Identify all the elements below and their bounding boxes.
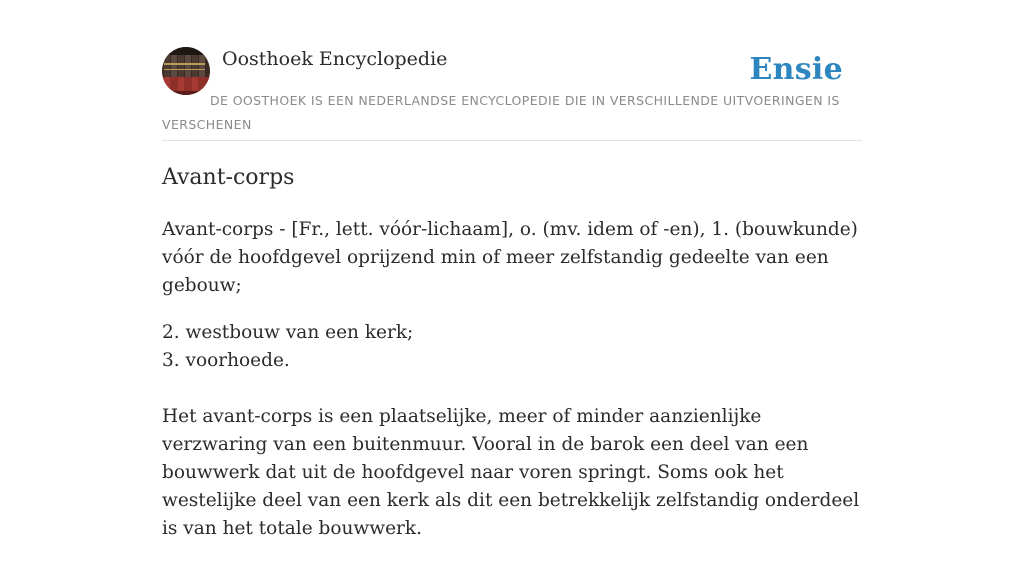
source-name-link[interactable]: Oosthoek Encyclopedie <box>222 48 448 70</box>
encyclopedia-books-icon <box>162 47 210 95</box>
ensie-logo-link[interactable]: Ensie <box>749 52 843 87</box>
article-title: Avant-corps <box>162 165 295 190</box>
article-paragraph: 3. voorhoede. <box>162 350 290 371</box>
article-paragraph: Avant-corps - [Fr., lett. vóór-lichaam], o. (mv. idem of -en), 1. (bouwkunde) vóór de hoofdgevel oprijzend min of meer zelfstandig gedeelte van een gebouw; <box>162 219 858 296</box>
source-tagline: DE OOSTHOEK IS EEN NEDERLANDSE ENCYCLOPEDIE DIE IN VERSCHILLENDE UITVOERINGEN IS VERSCHENEN <box>162 93 840 132</box>
article-paragraph: 2. westbouw van een kerk; <box>162 322 414 343</box>
page-container <box>162 0 862 539</box>
article-paragraph: Het avant-corps is een plaatselijke, meer of minder aanzienlijke verzwaring van een buitenmuur. Vooral in de barok een deel van een bouwwerk dat uit de hoofdgevel naar voren springt. Soms ook het westelijke deel van een kerk als dit een betrekkelijk zelfstandig onderdeel is van het totale bouwwerk. <box>162 406 860 539</box>
source-header <box>162 0 862 141</box>
source-avatar[interactable] <box>162 47 210 95</box>
article-body <box>162 216 862 562</box>
